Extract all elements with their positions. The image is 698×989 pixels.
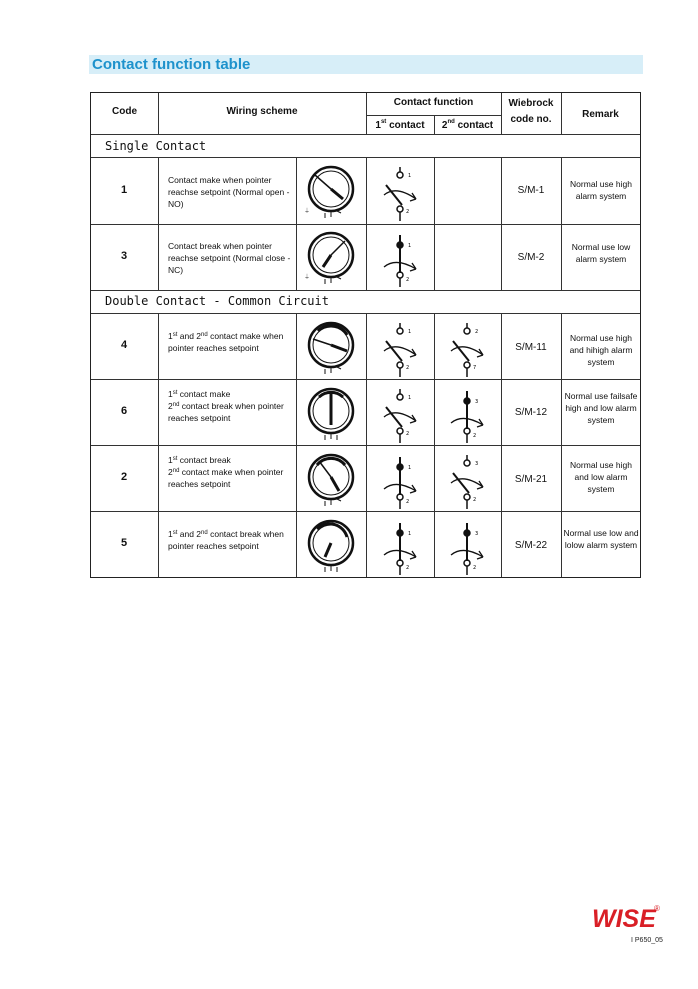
col-line bbox=[366, 157, 367, 290]
svg-text:2: 2 bbox=[473, 565, 477, 571]
row-remark: Normal use low alarm system bbox=[571, 242, 631, 264]
header-contact-function: Contact function bbox=[393, 97, 474, 108]
contact-make-icon bbox=[376, 389, 424, 443]
row-description: 1st and 2nd contact break when pointer reaches setpoint bbox=[168, 529, 284, 551]
svg-text:1: 1 bbox=[408, 395, 412, 401]
svg-text:2: 2 bbox=[406, 565, 410, 571]
row-remark: Normal use high and low alarm system bbox=[570, 460, 632, 494]
contact-break-icon bbox=[443, 389, 491, 443]
col-line bbox=[561, 157, 562, 290]
svg-text:2: 2 bbox=[406, 499, 410, 505]
header-wiebrock: Wiebrock code no. bbox=[508, 98, 554, 125]
svg-text:3: 3 bbox=[475, 399, 479, 405]
contact-break-icon bbox=[376, 455, 424, 509]
contact-break-icon bbox=[443, 521, 491, 575]
contact-break-icon bbox=[376, 233, 424, 287]
section-single-contact: Single Contact bbox=[105, 139, 207, 153]
contact-make-icon bbox=[376, 167, 424, 221]
row-code: 3 bbox=[120, 250, 128, 262]
row-wiebrock-code: S/M-21 bbox=[514, 474, 548, 485]
svg-text:1: 1 bbox=[408, 465, 412, 471]
header-code: Code bbox=[112, 106, 137, 117]
row-description: Contact make when pointer reachse setpoint (Normal open - NO) bbox=[168, 175, 290, 209]
page-title: Contact function table bbox=[92, 56, 251, 73]
col-line bbox=[501, 157, 502, 290]
svg-text:7: 7 bbox=[473, 365, 477, 371]
row-description: 1st and 2nd contact make when pointer reaches setpoint bbox=[168, 331, 284, 353]
page-code: I P650_05 bbox=[631, 937, 663, 944]
row-description: 1st contact make 2nd contact break when pointer reaches setpoint bbox=[168, 389, 284, 423]
gauge-wiring-icon bbox=[301, 517, 361, 575]
svg-text:2: 2 bbox=[406, 209, 410, 215]
col-line bbox=[366, 313, 367, 577]
row-description: Contact break when pointer reachse setpoint (Normal close - NC) bbox=[168, 241, 291, 275]
row-code: 4 bbox=[120, 339, 128, 351]
svg-text:3: 3 bbox=[475, 461, 479, 467]
row-remark: Normal use low and lolow alarm system bbox=[563, 528, 639, 550]
gauge-wiring-icon bbox=[301, 451, 361, 509]
row-description: 1st contact break 2nd contact make when pointer reaches setpoint bbox=[168, 455, 284, 489]
row-wiebrock-code: S/M-2 bbox=[517, 252, 545, 263]
header-remark: Remark bbox=[582, 109, 619, 120]
header-bottom-line bbox=[91, 134, 640, 135]
svg-text:2: 2 bbox=[406, 365, 410, 371]
svg-text:2: 2 bbox=[473, 497, 477, 503]
svg-text:1: 1 bbox=[408, 173, 412, 179]
contact-make-icon bbox=[376, 323, 424, 377]
svg-text:⏚: ⏚ bbox=[304, 208, 311, 215]
gauge-wiring-icon bbox=[301, 229, 361, 287]
header-second-contact: 2nd contact bbox=[441, 119, 494, 131]
header-wiring: Wiring scheme bbox=[226, 106, 298, 117]
svg-text:1: 1 bbox=[408, 531, 412, 537]
col-line bbox=[561, 313, 562, 577]
contact-function-table bbox=[90, 92, 641, 578]
col-line bbox=[158, 157, 159, 290]
svg-text:1: 1 bbox=[408, 243, 412, 249]
row-code: 5 bbox=[120, 537, 128, 549]
contact-make-icon bbox=[443, 323, 491, 377]
row-remark: Normal use failsafe high and low alarm system bbox=[564, 391, 638, 425]
row-wiebrock-code: S/M-22 bbox=[514, 540, 548, 551]
row-code: 1 bbox=[120, 184, 128, 196]
row-remark: Normal use high and hihigh alarm system bbox=[569, 333, 633, 367]
gauge-wiring-icon bbox=[301, 163, 361, 221]
svg-text:2: 2 bbox=[475, 329, 479, 335]
svg-text:3: 3 bbox=[475, 531, 479, 537]
title-bar bbox=[89, 55, 643, 74]
row-remark: Normal use high alarm system bbox=[570, 179, 632, 201]
row-code: 6 bbox=[120, 405, 128, 417]
row-line bbox=[91, 290, 640, 291]
col-line bbox=[296, 313, 297, 577]
row-wiebrock-code: S/M-11 bbox=[515, 342, 547, 353]
gauge-wiring-icon bbox=[301, 319, 361, 377]
svg-text:⏚: ⏚ bbox=[304, 274, 311, 281]
svg-text:1: 1 bbox=[408, 329, 412, 335]
row-code: 2 bbox=[120, 471, 128, 483]
wise-logo: WISE bbox=[592, 905, 656, 933]
col-line bbox=[296, 157, 297, 290]
registered-mark: ® bbox=[654, 904, 660, 913]
contact-break-icon bbox=[376, 521, 424, 575]
section-double-contact: Double Contact - Common Circuit bbox=[105, 294, 329, 308]
col-line bbox=[158, 313, 159, 577]
header-first-contact: 1st contact bbox=[375, 119, 425, 131]
row-wiebrock-code: S/M-1 bbox=[517, 185, 545, 196]
col-line bbox=[434, 157, 435, 290]
col-line bbox=[434, 313, 435, 577]
svg-text:2: 2 bbox=[406, 277, 410, 283]
row-wiebrock-code: S/M-12 bbox=[514, 407, 548, 418]
svg-text:2: 2 bbox=[406, 431, 410, 437]
contact-make-icon bbox=[443, 455, 491, 509]
gauge-wiring-icon bbox=[301, 385, 361, 443]
svg-text:2: 2 bbox=[473, 433, 477, 439]
